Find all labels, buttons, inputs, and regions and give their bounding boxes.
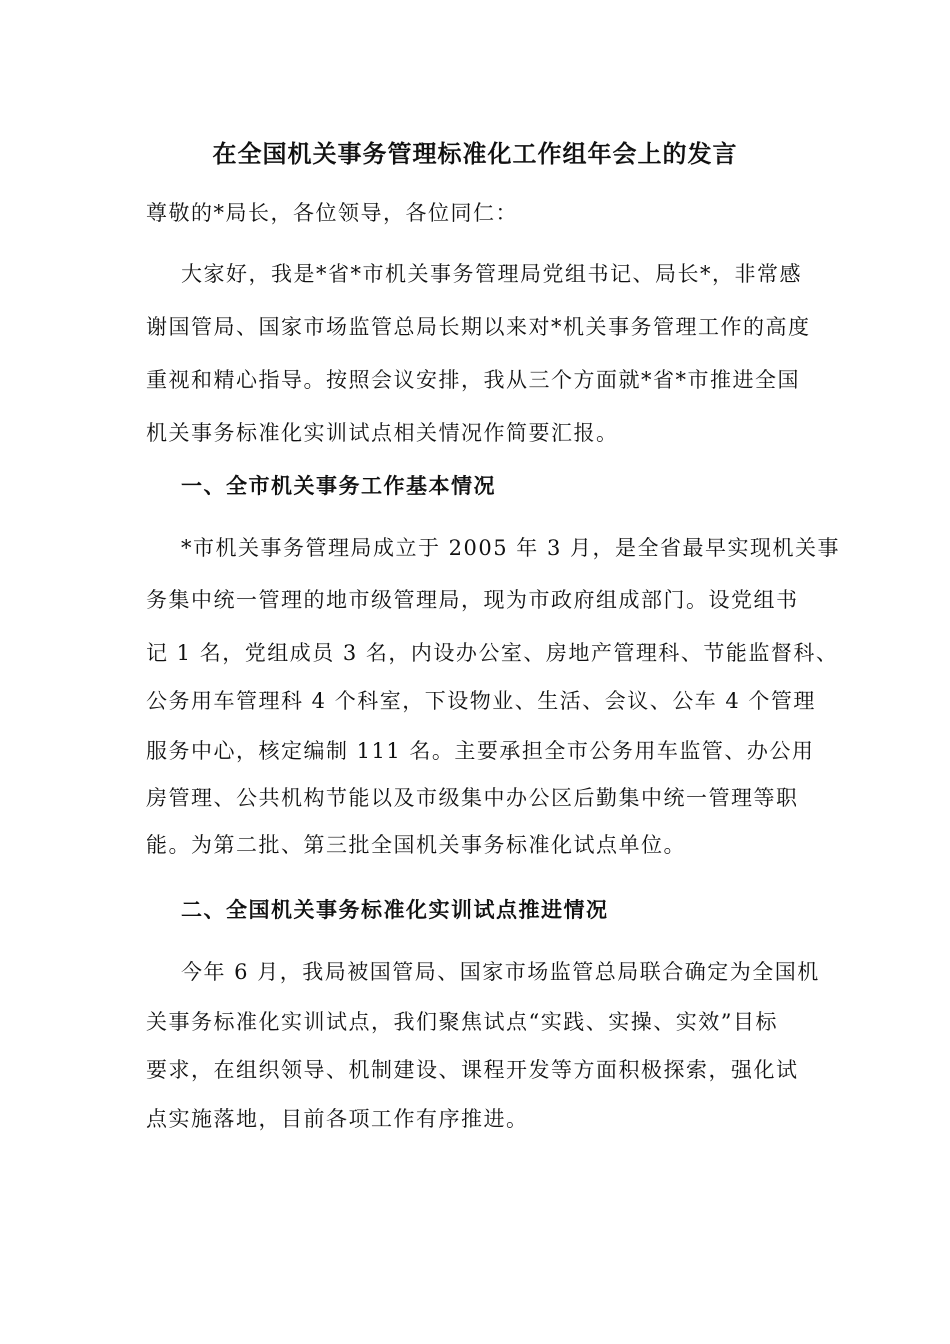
salutation: 尊敬的*局长，各位领导，各位同仁：	[146, 201, 518, 225]
intro-line: 重视和精心指导。按照会议安排，我从三个方面就*省*市推进全国	[146, 368, 800, 392]
section2-line: 关事务标准化实训试点，我们聚焦试点“实践、实操、实效”目标	[146, 1010, 778, 1034]
section1-line: 记 1 名，党组成员 3 名，内设办公室、房地产管理科、节能监督科、	[146, 641, 839, 665]
section1-line: 能。为第二批、第三批全国机关事务标准化试点单位。	[146, 833, 686, 857]
intro-line: 大家好，我是*省*市机关事务管理局党组书记、局长*，非常感	[181, 262, 802, 286]
section1-line: 公务用车管理科 4 个科室，下设物业、生活、会议、公车 4 个管理	[146, 689, 816, 713]
section2-heading: 二、全国机关事务标准化实训试点推进情况	[181, 897, 609, 922]
intro-line: 机关事务标准化实训试点相关情况作简要汇报。	[146, 421, 619, 445]
section2-line: 点实施落地，目前各项工作有序推进。	[146, 1107, 529, 1131]
section2-line: 要求，在组织领导、机制建设、课程开发等方面积极探索，强化试	[146, 1058, 799, 1082]
section1-line: 服务中心，核定编制 111 名。主要承担全市公务用车监管、办公用	[146, 739, 815, 763]
section1-line: 务集中统一管理的地市级管理局，现为市政府组成部门。设党组书	[146, 588, 799, 612]
intro-line: 谢国管局、国家市场监管总局长期以来对*机关事务管理工作的高度	[146, 315, 811, 339]
section2-line: 今年 6 月，我局被国管局、国家市场监管总局联合确定为全国机	[181, 960, 820, 984]
section1-line: *市机关事务管理局成立于 2005 年 3 月，是全省最早实现机关事	[181, 536, 841, 560]
section1-heading: 一、全市机关事务工作基本情况	[181, 473, 496, 498]
section1-line: 房管理、公共机构节能以及市级集中办公区后勤集中统一管理等职	[146, 786, 799, 810]
document-title: 在全国机关事务管理标准化工作组年会上的发言	[212, 139, 738, 168]
